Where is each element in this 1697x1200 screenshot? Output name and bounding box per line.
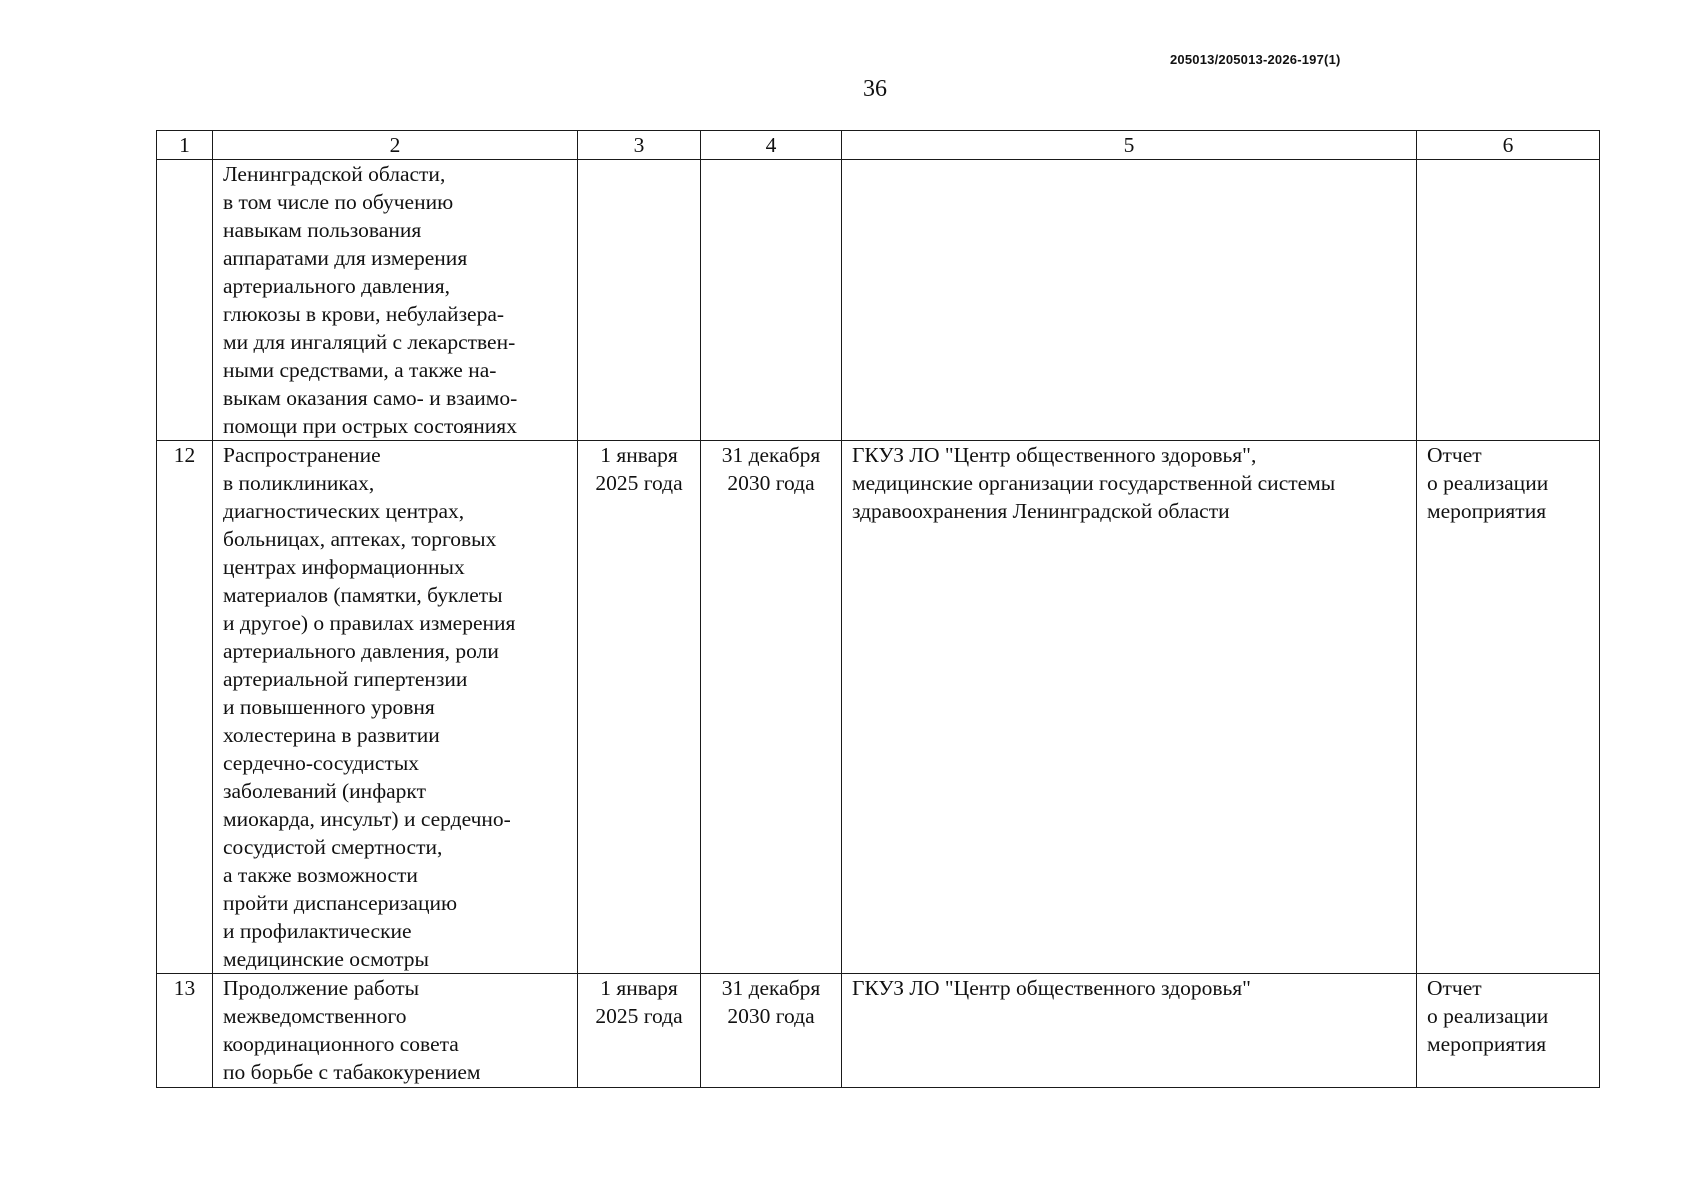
column-number: 6 [1417,131,1600,160]
row-number: 13 [157,974,213,1088]
measures-table [156,130,1600,1088]
column-number: 2 [213,131,578,160]
start-date: 1 января 2025 года [578,974,701,1088]
measures-table-container [156,130,1599,1088]
result: Отчет о реализации мероприятия [1417,441,1600,974]
row-number [157,160,213,441]
table-row [157,974,1600,1088]
column-number: 5 [842,131,1417,160]
column-number: 3 [578,131,701,160]
end-date [701,160,842,441]
result: Отчет о реализации мероприятия [1417,974,1600,1088]
executors [842,160,1417,441]
table-row [157,441,1600,974]
end-date: 31 декабря 2030 года [701,441,842,974]
column-number: 1 [157,131,213,160]
measure-description: Продолжение работы межведомственного координационного совета по борьбе с табакокурением [213,974,578,1088]
page-number: 36 [863,76,887,102]
executors: ГКУЗ ЛО "Центр общественного здоровья" [842,974,1417,1088]
end-date: 31 декабря 2030 года [701,974,842,1088]
table-row [157,160,1600,441]
column-number: 4 [701,131,842,160]
executors: ГКУЗ ЛО "Центр общественного здоровья", медицинские организации государственной системы здравоохранения Ленинградской области [842,441,1417,974]
measure-description: Распространение в поликлиниках, диагностических центрах, больницах, аптеках, торговых центрах информационных материалов (памятки, буклеты и другое) о правилах измерения артериального давления, роли артериальной гипертензии и повышенного уровня холестерина в развитии сердечно-сосудистых заболеваний (инфаркт миокарда, инсульт) и сердечно- сосудистой смертности, а также возможности пройти диспансеризацию и профилактические медицинские осмотры [213,441,578,974]
start-date: 1 января 2025 года [578,441,701,974]
start-date [578,160,701,441]
column-number-row [157,131,1600,160]
result [1417,160,1600,441]
document-code: 205013/205013-2026-197(1) [1170,52,1341,67]
measure-description: Ленинградской области, в том числе по обучению навыкам пользования аппаратами для измерения артериального давления, глюкозы в крови, небулайзера- ми для ингаляций с лекарствен- ными средствами, а также на- выкам оказания само- и взаимо- помощи при острых состояниях [213,160,578,441]
row-number: 12 [157,441,213,974]
